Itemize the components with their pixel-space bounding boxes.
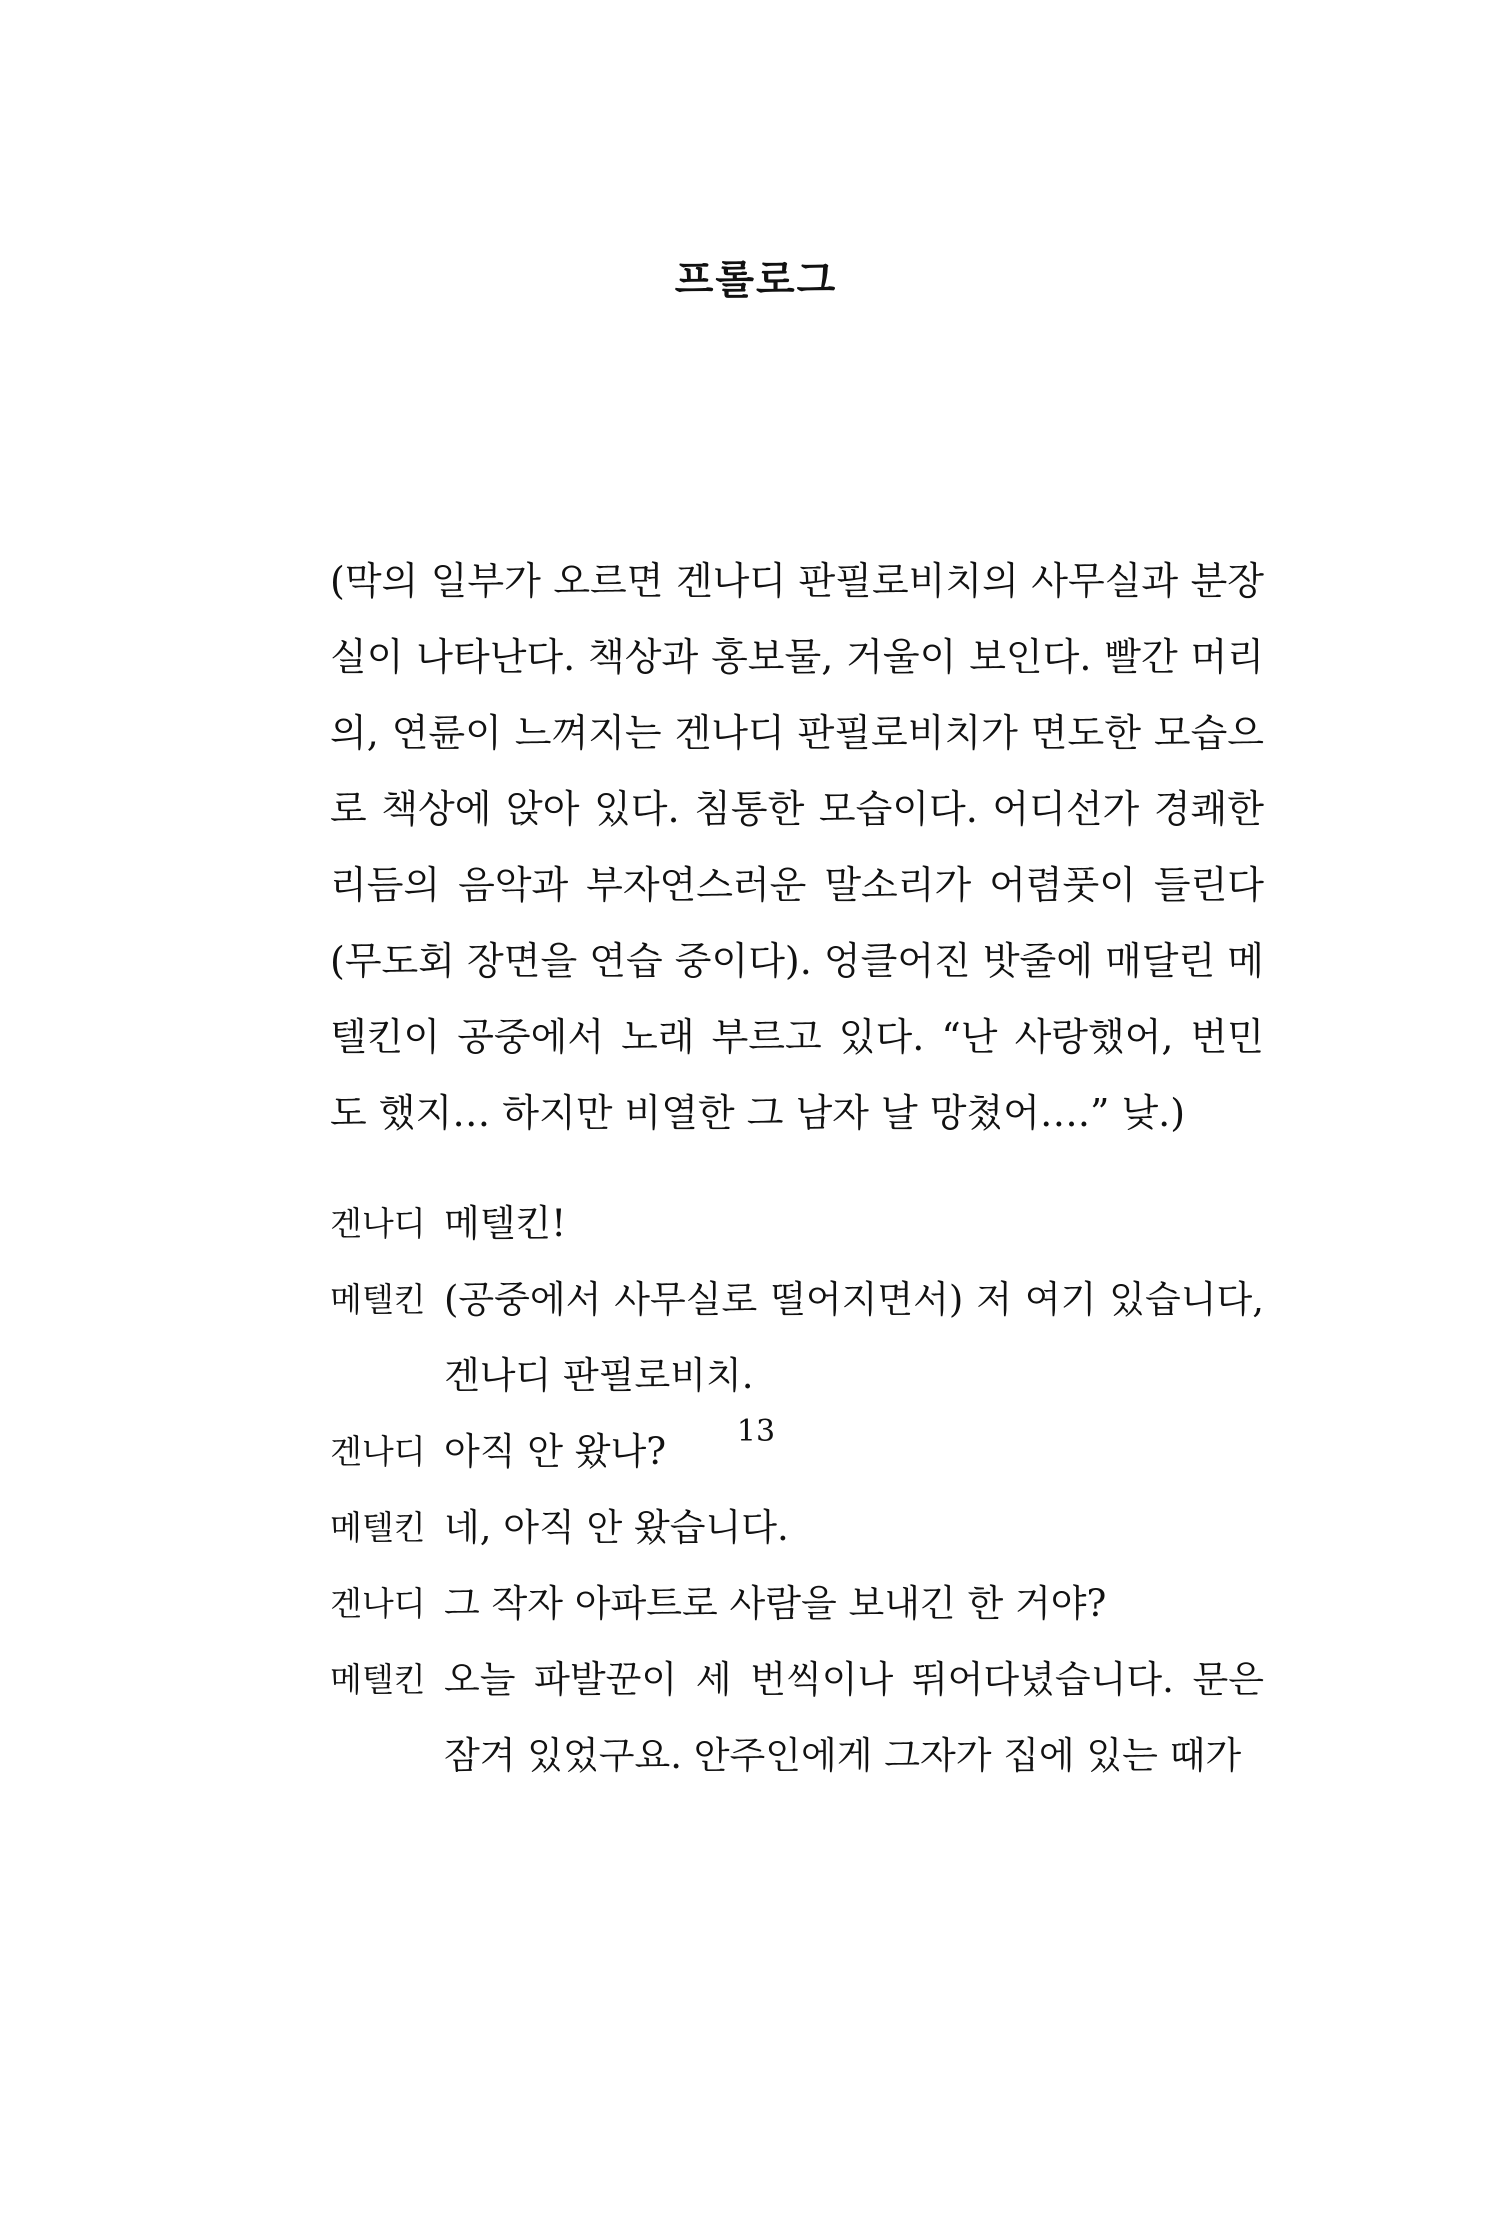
speech-text: 아직 안 왔나? (444, 1430, 667, 1473)
dialogue-line (330, 1490, 1264, 1566)
chapter-title: 프롤로그 (674, 257, 838, 303)
speech-text: (공중에서 사무실로 떨어지면서) 저 여기 있습니다, 겐나디 판필로비치. (444, 1278, 1264, 1397)
dialogue-block (330, 1186, 1264, 1794)
dialogue-line (330, 1186, 1264, 1262)
speaker-name: 겐나디 (330, 1204, 426, 1243)
page-number: 13 (736, 1414, 776, 1449)
speaker-name: 메텔킨 (330, 1280, 426, 1319)
dialogue-line (330, 1642, 1264, 1794)
speech-text: 그 작자 아파트로 사람을 보내긴 한 거야? (444, 1582, 1107, 1625)
speaker-name: 겐나디 (330, 1432, 426, 1471)
speech-text: 메텔킨! (444, 1202, 567, 1245)
speech-text: 오늘 파발꾼이 세 번씩이나 뛰어다녔습니다. 문은 잠겨 있었구요. 안주인에게 그자가 집에 있는 때가 (444, 1658, 1264, 1777)
speech-text: 네, 아직 안 왔습니다. (444, 1506, 789, 1549)
speaker-name: 메텔킨 (330, 1508, 426, 1547)
dialogue-line (330, 1566, 1264, 1642)
speaker-name: 겐나디 (330, 1584, 426, 1623)
speaker-name: 메텔킨 (330, 1660, 426, 1699)
dialogue-line (330, 1262, 1264, 1414)
stage-direction: (막의 일부가 오르면 겐나디 판필로비치의 사무실과 분장실이 나타난다. 책상과 홍보물, 거울이 보인다. 빨간 머리의, 연륜이 느껴지는 겐나디 판필로비치가 면도한 모습으로 책상에 앉아 있다. 침통한 모습이다. 어디선가 경쾌한 리듬의 음악과 부자연스러운 말소리가 어렴풋이 들린다(무도회 장면을 연습 중이다). 엉클어진 밧줄에 매달린 메텔킨이 공중에서 노래 부르고 있다. “난 사랑했어, 번민도 했지… 하지만 비열한 그 남자 날 망쳤어….” 낮.) (330, 559, 1264, 1135)
